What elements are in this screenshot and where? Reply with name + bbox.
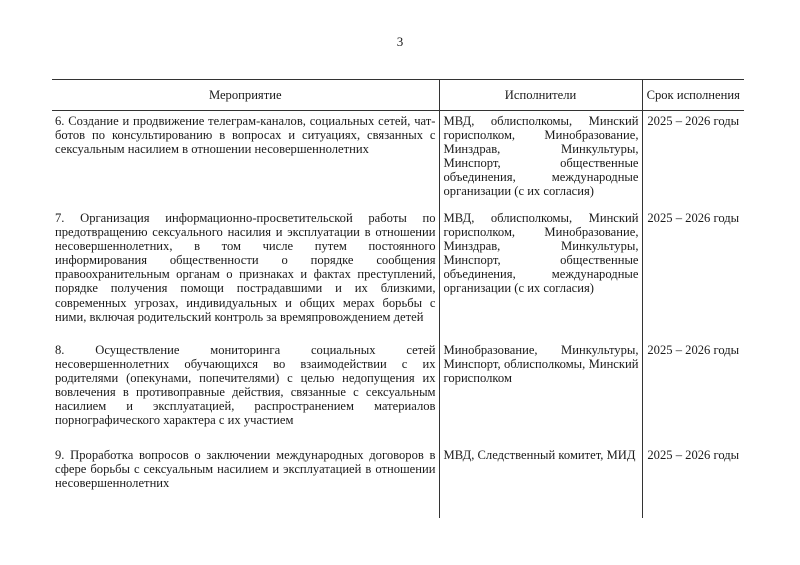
- header-event: Мероприятие: [52, 80, 439, 111]
- term-cell: 2025 – 2026 годы: [642, 340, 744, 445]
- event-cell: 8. Осуществление мониторинга социальных сетей несовершеннолетних обучающихся во взаимодействии с их родителями (опекунами, попечителями) с целью недопущения их вовлечения в противоправные действия, связанные с сексуальным насилием и эксплуатацией, распространением материалов порнографического характера с их участием: [55, 343, 436, 428]
- executors-cell: МВД, облисполкомы, Минский горисполком, Минобразование, Минздрав, Минкультуры, Минспорт, общественные объединения, международные организации (с их согласия): [439, 111, 642, 209]
- table-header-row: [52, 80, 744, 111]
- page-number: 3: [396, 34, 404, 49]
- table-row: [52, 340, 744, 445]
- event-cell: 9. Проработка вопросов о заключении международных договоров в сфере борьбы с сексуальным насилием и эксплуатацией в отношении несовершеннолетних: [55, 448, 436, 491]
- measures-table: [52, 79, 744, 518]
- executors-cell: Минобразование, Минкультуры, Минспорт, облисполкомы, Минский горисполком: [439, 340, 642, 445]
- executors-cell: МВД, облисполкомы, Минский горисполком, Минобразование, Минздрав, Минкультуры, Минспорт, общественные объединения, международные организации (с их согласия): [439, 208, 642, 340]
- table-row: [52, 111, 744, 209]
- header-term: Срок исполнения: [642, 80, 744, 111]
- table-row: [52, 445, 744, 518]
- header-executors: Исполнители: [439, 80, 642, 111]
- term-cell: 2025 – 2026 годы: [642, 445, 744, 518]
- executors-cell: МВД, Следственный комитет, МИД: [439, 445, 642, 518]
- term-cell: 2025 – 2026 годы: [642, 111, 744, 209]
- table-row: [52, 208, 744, 340]
- event-cell: 6. Создание и продвижение телеграм-каналов, социальных сетей, чат-ботов по консультированию в вопросах и ситуациях, связанных с сексуальным насилием в отношении несовершеннолетних: [55, 114, 436, 157]
- event-cell: 7. Организация информационно-просветительской работы по предотвращению сексуального насилия и эксплуатации в отношении несовершеннолетних, в том числе путем постоянного информирования общественности о порядке сообщения правоохранительным органам о признаках и фактах преступлений, порядке получения помощи пострадавшими и их близкими, современных угрозах, индивидуальных и общих мерах борьбы с ними, включая родительский контроль за времяпровождением детей: [55, 211, 436, 324]
- term-cell: 2025 – 2026 годы: [642, 208, 744, 340]
